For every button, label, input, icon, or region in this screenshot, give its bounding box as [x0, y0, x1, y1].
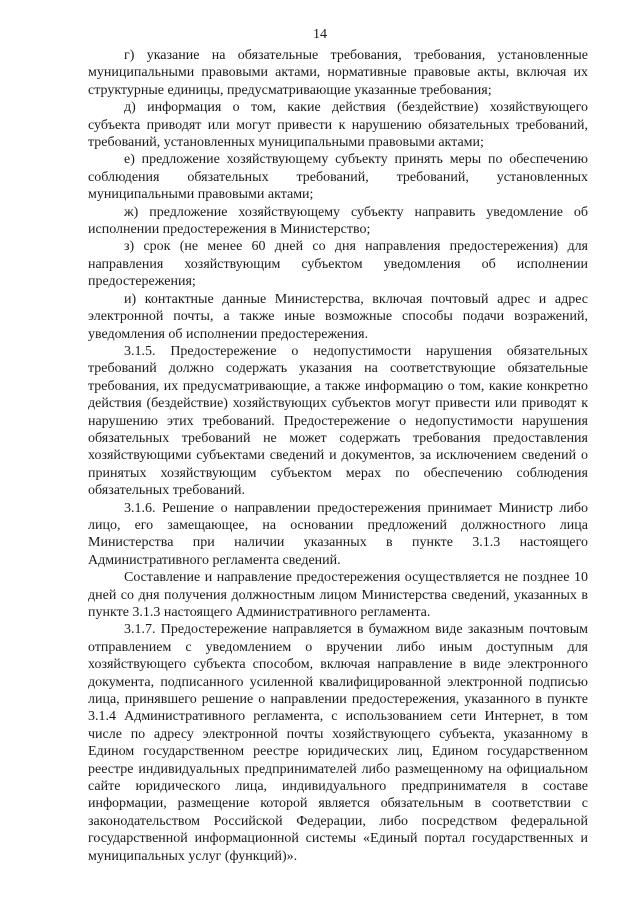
paragraph-deadline: Составление и направление предостережения осуществляется не позднее 10 дней со дня получения должностным лицом Министерства сведений, указанных в пункте 3.1.3 настоящего Административного регламента.: [88, 570, 588, 620]
paragraph-item-d: д) информация о том, какие действия (бездействие) хозяйствующего субъекта приводят или могут привести к нарушению обязательных требований, требований, установленных муниципальными правовыми актами;: [88, 100, 588, 151]
paragraph-item-e: е) предложение хозяйствующему субъекту принять меры по обеспечению соблюдения обязательных требований, требований, установленных муниципальными правовыми актами;: [88, 152, 588, 203]
paragraph-3-1-7: 3.1.7. Предостережение направляется в бумажном виде заказным почтовым отправлением с уведомлением о вручении либо иным доступным для хозяйствующего субъекта способом, включая направление в виде электронного документа, подписанного усиленной квалифицированной электронной подписью лица, принявшего решение о направлении предостережения, указанного в пункте 3.1.4 Административного регламента, с использованием сети Интернет, в том числе по адресу электронной почты хозяйствующего субъекта, указанному в Едином государственном реестре юридических лиц, Едином государственном реестре индивидуальных предпринимателей либо размещенному на официальном сайте юридического лица, индивидуального предпринимателя в составе информации, размещение которой является обязательным в соответствии с законодательством Российской Федерации, либо посредством федеральной государственной информационной системы «Единый портал государственных и муниципальных услуг (функций)».: [88, 622, 588, 864]
document-body: [88, 47, 588, 865]
paragraph-item-g: г) указание на обязательные требования, требования, установленные муниципальными правовыми актами, нормативные правовые акты, включая их структурные единицы, предусматривающие указанные требования;: [88, 48, 588, 98]
paragraph-item-z: з) срок (не менее 60 дней со дня направления предостережения) для направления хозяйствующим субъектом уведомления об исполнении предостережения;: [88, 239, 588, 290]
paragraph-item-i: и) контактные данные Министерства, включая почтовый адрес и адрес электронной почты, а также иные возможные способы подачи возражений, уведомления об исполнении предостережения.: [88, 291, 588, 342]
page-number: 14: [313, 27, 327, 42]
paragraph-3-1-6: 3.1.6. Решение о направлении предостережения принимает Министр либо лицо, его замещающее, на основании предложений должностного лица Министерства при наличии указанных в пункте 3.1.3 настоящего Административного регламента сведений.: [88, 500, 588, 568]
paragraph-3-1-5: 3.1.5. Предостережение о недопустимости нарушения обязательных требований должно содержать указания на соответствующие обязательные требования, их предусматривающие, а также информацию о том, какие конкретно действия (бездействие) хозяйствующих субъектов могут привести или приводят к нарушению этих требований. Предостережение о недопустимости нарушения обязательных требований не может содержать требования предоставления хозяйствующими субъектами сведений и документов, за исключением сведений о принятых хозяйствующим субъектом мерах по обеспечению соблюдения обязательных требований.: [88, 343, 588, 499]
paragraph-item-zh: ж) предложение хозяйствующему субъекту направить уведомление об исполнении предостережения в Министерство;: [88, 204, 588, 238]
